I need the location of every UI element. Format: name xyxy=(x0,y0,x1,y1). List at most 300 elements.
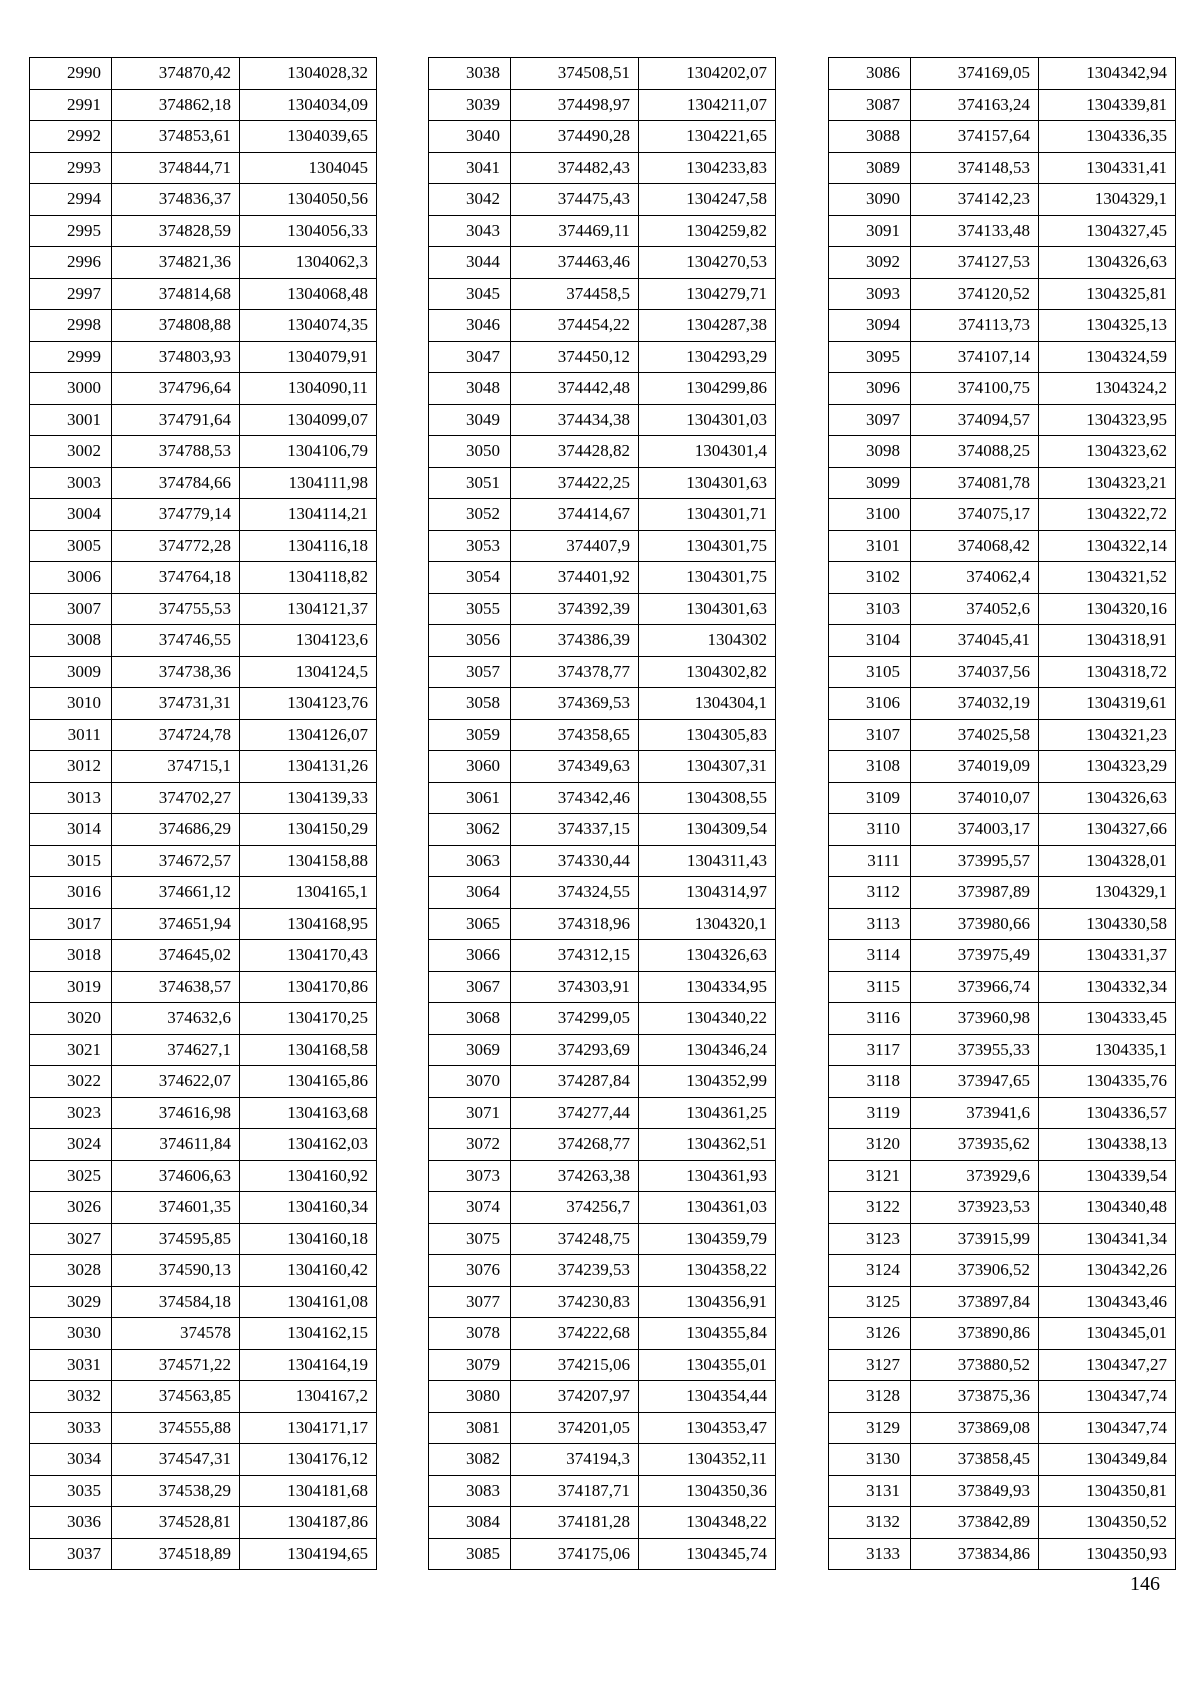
y-coordinate-cell: 1304335,1 xyxy=(1039,1034,1176,1066)
y-coordinate-cell: 1304331,41 xyxy=(1039,152,1176,184)
table-row xyxy=(30,247,377,279)
y-coordinate-cell: 1304170,86 xyxy=(240,971,377,1003)
x-coordinate-cell: 374215,06 xyxy=(511,1349,639,1381)
x-coordinate-cell: 374469,11 xyxy=(511,215,639,247)
table-row xyxy=(429,751,776,783)
y-coordinate-cell: 1304028,32 xyxy=(240,58,377,90)
table-row xyxy=(30,310,377,342)
point-number-cell: 3094 xyxy=(829,310,911,342)
x-coordinate-cell: 373880,52 xyxy=(911,1349,1039,1381)
point-number-cell: 3101 xyxy=(829,530,911,562)
x-coordinate-cell: 374563,85 xyxy=(112,1381,240,1413)
point-number-cell: 3054 xyxy=(429,562,511,594)
x-coordinate-cell: 374498,97 xyxy=(511,89,639,121)
point-number-cell: 3010 xyxy=(30,688,112,720)
table-row xyxy=(30,1255,377,1287)
x-coordinate-cell: 374045,41 xyxy=(911,625,1039,657)
y-coordinate-cell: 1304187,86 xyxy=(240,1507,377,1539)
point-number-cell: 3012 xyxy=(30,751,112,783)
y-coordinate-cell: 1304326,63 xyxy=(1039,247,1176,279)
table-row xyxy=(429,1097,776,1129)
x-coordinate-cell: 374645,02 xyxy=(112,940,240,972)
x-coordinate-cell: 374454,22 xyxy=(511,310,639,342)
y-coordinate-cell: 1304324,59 xyxy=(1039,341,1176,373)
table-row xyxy=(30,971,377,1003)
point-number-cell: 3123 xyxy=(829,1223,911,1255)
x-coordinate-cell: 373980,66 xyxy=(911,908,1039,940)
y-coordinate-cell: 1304304,1 xyxy=(639,688,776,720)
x-coordinate-cell: 374142,23 xyxy=(911,184,1039,216)
table-row xyxy=(30,1097,377,1129)
point-number-cell: 3091 xyxy=(829,215,911,247)
x-coordinate-cell: 374442,48 xyxy=(511,373,639,405)
x-coordinate-cell: 374702,27 xyxy=(112,782,240,814)
y-coordinate-cell: 1304352,11 xyxy=(639,1444,776,1476)
y-coordinate-cell: 1304318,91 xyxy=(1039,625,1176,657)
point-number-cell: 3069 xyxy=(429,1034,511,1066)
x-coordinate-cell: 374422,25 xyxy=(511,467,639,499)
table-row xyxy=(829,1129,1176,1161)
y-coordinate-cell: 1304301,4 xyxy=(639,436,776,468)
point-number-cell: 3003 xyxy=(30,467,112,499)
point-number-cell: 3117 xyxy=(829,1034,911,1066)
point-number-cell: 2992 xyxy=(30,121,112,153)
table-row xyxy=(429,436,776,468)
table-row xyxy=(429,89,776,121)
point-number-cell: 3073 xyxy=(429,1160,511,1192)
point-number-cell: 3005 xyxy=(30,530,112,562)
x-coordinate-cell: 374796,64 xyxy=(112,373,240,405)
y-coordinate-cell: 1304126,07 xyxy=(240,719,377,751)
x-coordinate-cell: 373858,45 xyxy=(911,1444,1039,1476)
table-row xyxy=(30,1003,377,1035)
x-coordinate-cell: 373975,49 xyxy=(911,940,1039,972)
point-number-cell: 3111 xyxy=(829,845,911,877)
y-coordinate-cell: 1304345,74 xyxy=(639,1538,776,1570)
x-coordinate-cell: 374230,83 xyxy=(511,1286,639,1318)
y-coordinate-cell: 1304342,94 xyxy=(1039,58,1176,90)
y-coordinate-cell: 1304090,11 xyxy=(240,373,377,405)
y-coordinate-cell: 1304320,16 xyxy=(1039,593,1176,625)
x-coordinate-cell: 374032,19 xyxy=(911,688,1039,720)
y-coordinate-cell: 1304301,63 xyxy=(639,593,776,625)
x-coordinate-cell: 374490,28 xyxy=(511,121,639,153)
point-number-cell: 3027 xyxy=(30,1223,112,1255)
x-coordinate-cell: 374386,39 xyxy=(511,625,639,657)
point-number-cell: 3052 xyxy=(429,499,511,531)
point-number-cell: 3070 xyxy=(429,1066,511,1098)
x-coordinate-cell: 374330,44 xyxy=(511,845,639,877)
x-coordinate-cell: 374601,35 xyxy=(112,1192,240,1224)
table-row xyxy=(30,215,377,247)
y-coordinate-cell: 1304348,22 xyxy=(639,1507,776,1539)
table-row xyxy=(829,908,1176,940)
point-number-cell: 3088 xyxy=(829,121,911,153)
table-row xyxy=(429,688,776,720)
table-row xyxy=(30,89,377,121)
y-coordinate-cell: 1304221,65 xyxy=(639,121,776,153)
y-coordinate-cell: 1304168,95 xyxy=(240,908,377,940)
y-coordinate-cell: 1304124,5 xyxy=(240,656,377,688)
point-number-cell: 3104 xyxy=(829,625,911,657)
y-coordinate-cell: 1304320,1 xyxy=(639,908,776,940)
point-number-cell: 3133 xyxy=(829,1538,911,1570)
x-coordinate-cell: 374052,6 xyxy=(911,593,1039,625)
table-row xyxy=(30,152,377,184)
x-coordinate-cell: 374401,92 xyxy=(511,562,639,594)
x-coordinate-cell: 373929,6 xyxy=(911,1160,1039,1192)
x-coordinate-cell: 374299,05 xyxy=(511,1003,639,1035)
table-row xyxy=(429,530,776,562)
y-coordinate-cell: 1304302 xyxy=(639,625,776,657)
point-number-cell: 3033 xyxy=(30,1412,112,1444)
x-coordinate-cell: 373834,86 xyxy=(911,1538,1039,1570)
point-number-cell: 3130 xyxy=(829,1444,911,1476)
y-coordinate-cell: 1304301,63 xyxy=(639,467,776,499)
table-row xyxy=(829,1192,1176,1224)
x-coordinate-cell: 374324,55 xyxy=(511,877,639,909)
point-number-cell: 3021 xyxy=(30,1034,112,1066)
y-coordinate-cell: 1304074,35 xyxy=(240,310,377,342)
y-coordinate-cell: 1304347,74 xyxy=(1039,1412,1176,1444)
x-coordinate-cell: 373906,52 xyxy=(911,1255,1039,1287)
table-row xyxy=(30,184,377,216)
table-row xyxy=(829,940,1176,972)
point-number-cell: 3080 xyxy=(429,1381,511,1413)
x-coordinate-cell: 373842,89 xyxy=(911,1507,1039,1539)
x-coordinate-cell: 374808,88 xyxy=(112,310,240,342)
x-coordinate-cell: 374616,98 xyxy=(112,1097,240,1129)
table-row xyxy=(30,1066,377,1098)
table-row xyxy=(829,1097,1176,1129)
x-coordinate-cell: 374263,38 xyxy=(511,1160,639,1192)
x-coordinate-cell: 374342,46 xyxy=(511,782,639,814)
y-coordinate-cell: 1304270,53 xyxy=(639,247,776,279)
point-number-cell: 3040 xyxy=(429,121,511,153)
point-number-cell: 3046 xyxy=(429,310,511,342)
y-coordinate-cell: 1304164,19 xyxy=(240,1349,377,1381)
x-coordinate-cell: 374661,12 xyxy=(112,877,240,909)
table-row xyxy=(829,1066,1176,1098)
point-number-cell: 3041 xyxy=(429,152,511,184)
table-row xyxy=(829,373,1176,405)
x-coordinate-cell: 374791,64 xyxy=(112,404,240,436)
x-coordinate-cell: 373849,93 xyxy=(911,1475,1039,1507)
table-row xyxy=(30,908,377,940)
x-coordinate-cell: 374828,59 xyxy=(112,215,240,247)
x-coordinate-cell: 374062,4 xyxy=(911,562,1039,594)
x-coordinate-cell: 374803,93 xyxy=(112,341,240,373)
y-coordinate-cell: 1304106,79 xyxy=(240,436,377,468)
table-row xyxy=(829,530,1176,562)
point-number-cell: 3035 xyxy=(30,1475,112,1507)
point-number-cell: 3009 xyxy=(30,656,112,688)
point-number-cell: 3131 xyxy=(829,1475,911,1507)
y-coordinate-cell: 1304358,22 xyxy=(639,1255,776,1287)
table-row xyxy=(429,814,776,846)
point-number-cell: 3004 xyxy=(30,499,112,531)
y-coordinate-cell: 1304176,12 xyxy=(240,1444,377,1476)
x-coordinate-cell: 374555,88 xyxy=(112,1412,240,1444)
x-coordinate-cell: 374772,28 xyxy=(112,530,240,562)
table-row xyxy=(829,845,1176,877)
point-number-cell: 3056 xyxy=(429,625,511,657)
point-number-cell: 3002 xyxy=(30,436,112,468)
point-number-cell: 3074 xyxy=(429,1192,511,1224)
x-coordinate-cell: 374378,77 xyxy=(511,656,639,688)
point-number-cell: 3105 xyxy=(829,656,911,688)
x-coordinate-cell: 374287,84 xyxy=(511,1066,639,1098)
point-number-cell: 3124 xyxy=(829,1255,911,1287)
point-number-cell: 3090 xyxy=(829,184,911,216)
x-coordinate-cell: 373960,98 xyxy=(911,1003,1039,1035)
table-row xyxy=(829,247,1176,279)
table-row xyxy=(429,1412,776,1444)
x-coordinate-cell: 374611,84 xyxy=(112,1129,240,1161)
x-coordinate-cell: 374538,29 xyxy=(112,1475,240,1507)
point-number-cell: 3018 xyxy=(30,940,112,972)
x-coordinate-cell: 374463,46 xyxy=(511,247,639,279)
table-row xyxy=(30,1286,377,1318)
point-number-cell: 3043 xyxy=(429,215,511,247)
point-number-cell: 3096 xyxy=(829,373,911,405)
point-number-cell: 3106 xyxy=(829,688,911,720)
y-coordinate-cell: 1304293,29 xyxy=(639,341,776,373)
y-coordinate-cell: 1304162,03 xyxy=(240,1129,377,1161)
table-row xyxy=(829,625,1176,657)
x-coordinate-cell: 374764,18 xyxy=(112,562,240,594)
table-row xyxy=(429,1192,776,1224)
x-coordinate-cell: 374025,58 xyxy=(911,719,1039,751)
table-row xyxy=(829,1286,1176,1318)
table-row xyxy=(429,310,776,342)
point-number-cell: 3034 xyxy=(30,1444,112,1476)
y-coordinate-cell: 1304139,33 xyxy=(240,782,377,814)
point-number-cell: 3079 xyxy=(429,1349,511,1381)
x-coordinate-cell: 374201,05 xyxy=(511,1412,639,1444)
table-row xyxy=(30,1475,377,1507)
table-row xyxy=(829,593,1176,625)
y-coordinate-cell: 1304301,71 xyxy=(639,499,776,531)
table-row xyxy=(829,1034,1176,1066)
point-number-cell: 3129 xyxy=(829,1412,911,1444)
table-row xyxy=(30,782,377,814)
table-row xyxy=(829,1349,1176,1381)
point-number-cell: 3024 xyxy=(30,1129,112,1161)
point-number-cell: 3078 xyxy=(429,1318,511,1350)
point-number-cell: 3049 xyxy=(429,404,511,436)
x-coordinate-cell: 374715,1 xyxy=(112,751,240,783)
x-coordinate-cell: 374194,3 xyxy=(511,1444,639,1476)
y-coordinate-cell: 1304336,57 xyxy=(1039,1097,1176,1129)
point-number-cell: 3037 xyxy=(30,1538,112,1570)
y-coordinate-cell: 1304068,48 xyxy=(240,278,377,310)
table-row xyxy=(30,1160,377,1192)
table-row xyxy=(429,1318,776,1350)
table-row xyxy=(429,1507,776,1539)
x-coordinate-cell: 374450,12 xyxy=(511,341,639,373)
table-row xyxy=(429,1255,776,1287)
y-coordinate-cell: 1304326,63 xyxy=(639,940,776,972)
point-number-cell: 3032 xyxy=(30,1381,112,1413)
y-coordinate-cell: 1304170,25 xyxy=(240,1003,377,1035)
y-coordinate-cell: 1304170,43 xyxy=(240,940,377,972)
point-number-cell: 3095 xyxy=(829,341,911,373)
y-coordinate-cell: 1304343,46 xyxy=(1039,1286,1176,1318)
y-coordinate-cell: 1304160,92 xyxy=(240,1160,377,1192)
x-coordinate-cell: 374277,44 xyxy=(511,1097,639,1129)
point-number-cell: 3082 xyxy=(429,1444,511,1476)
x-coordinate-cell: 374256,7 xyxy=(511,1192,639,1224)
y-coordinate-cell: 1304331,37 xyxy=(1039,940,1176,972)
x-coordinate-cell: 374207,97 xyxy=(511,1381,639,1413)
x-coordinate-cell: 374068,42 xyxy=(911,530,1039,562)
point-number-cell: 3058 xyxy=(429,688,511,720)
point-number-cell: 3072 xyxy=(429,1129,511,1161)
y-coordinate-cell: 1304050,56 xyxy=(240,184,377,216)
x-coordinate-cell: 373915,99 xyxy=(911,1223,1039,1255)
table-row xyxy=(429,877,776,909)
table-row xyxy=(429,499,776,531)
table-row xyxy=(829,719,1176,751)
table-row xyxy=(30,845,377,877)
table-row xyxy=(30,1381,377,1413)
y-coordinate-cell: 1304355,01 xyxy=(639,1349,776,1381)
table-row xyxy=(829,1475,1176,1507)
x-coordinate-cell: 373966,74 xyxy=(911,971,1039,1003)
y-coordinate-cell: 1304194,65 xyxy=(240,1538,377,1570)
point-number-cell: 3068 xyxy=(429,1003,511,1035)
y-coordinate-cell: 1304335,76 xyxy=(1039,1066,1176,1098)
table-row xyxy=(30,530,377,562)
table-row xyxy=(30,1034,377,1066)
point-number-cell: 3120 xyxy=(829,1129,911,1161)
table-row xyxy=(429,908,776,940)
point-number-cell: 3122 xyxy=(829,1192,911,1224)
point-number-cell: 3013 xyxy=(30,782,112,814)
y-coordinate-cell: 1304307,31 xyxy=(639,751,776,783)
y-coordinate-cell: 1304121,37 xyxy=(240,593,377,625)
x-coordinate-cell: 374392,39 xyxy=(511,593,639,625)
x-coordinate-cell: 374638,57 xyxy=(112,971,240,1003)
point-number-cell: 3121 xyxy=(829,1160,911,1192)
point-number-cell: 3103 xyxy=(829,593,911,625)
point-number-cell: 3039 xyxy=(429,89,511,121)
x-coordinate-cell: 374358,65 xyxy=(511,719,639,751)
point-number-cell: 3119 xyxy=(829,1097,911,1129)
table-row xyxy=(30,562,377,594)
table-row xyxy=(429,373,776,405)
table-row xyxy=(829,152,1176,184)
x-coordinate-cell: 374434,38 xyxy=(511,404,639,436)
x-coordinate-cell: 374037,56 xyxy=(911,656,1039,688)
x-coordinate-cell: 374100,75 xyxy=(911,373,1039,405)
x-coordinate-cell: 374686,29 xyxy=(112,814,240,846)
x-coordinate-cell: 374606,63 xyxy=(112,1160,240,1192)
table-row xyxy=(829,1255,1176,1287)
y-coordinate-cell: 1304079,91 xyxy=(240,341,377,373)
y-coordinate-cell: 1304116,18 xyxy=(240,530,377,562)
y-coordinate-cell: 1304160,18 xyxy=(240,1223,377,1255)
point-number-cell: 3050 xyxy=(429,436,511,468)
x-coordinate-cell: 374821,36 xyxy=(112,247,240,279)
y-coordinate-cell: 1304362,51 xyxy=(639,1129,776,1161)
x-coordinate-cell: 374578 xyxy=(112,1318,240,1350)
table-row xyxy=(30,656,377,688)
y-coordinate-cell: 1304336,35 xyxy=(1039,121,1176,153)
table-row xyxy=(30,1192,377,1224)
y-coordinate-cell: 1304131,26 xyxy=(240,751,377,783)
y-coordinate-cell: 1304349,84 xyxy=(1039,1444,1176,1476)
point-number-cell: 3097 xyxy=(829,404,911,436)
table-row xyxy=(829,310,1176,342)
point-number-cell: 3025 xyxy=(30,1160,112,1192)
point-number-cell: 3110 xyxy=(829,814,911,846)
table-row xyxy=(30,1318,377,1350)
x-coordinate-cell: 374010,07 xyxy=(911,782,1039,814)
y-coordinate-cell: 1304123,6 xyxy=(240,625,377,657)
point-number-cell: 3017 xyxy=(30,908,112,940)
y-coordinate-cell: 1304158,88 xyxy=(240,845,377,877)
y-coordinate-cell: 1304340,48 xyxy=(1039,1192,1176,1224)
table-row xyxy=(30,719,377,751)
y-coordinate-cell: 1304342,26 xyxy=(1039,1255,1176,1287)
table-row xyxy=(30,751,377,783)
x-coordinate-cell: 374169,05 xyxy=(911,58,1039,90)
y-coordinate-cell: 1304329,1 xyxy=(1039,877,1176,909)
table-row xyxy=(30,404,377,436)
table-row xyxy=(829,782,1176,814)
point-number-cell: 3132 xyxy=(829,1507,911,1539)
x-coordinate-cell: 374458,5 xyxy=(511,278,639,310)
point-number-cell: 3126 xyxy=(829,1318,911,1350)
x-coordinate-cell: 374003,17 xyxy=(911,814,1039,846)
x-coordinate-cell: 373923,53 xyxy=(911,1192,1039,1224)
y-coordinate-cell: 1304339,81 xyxy=(1039,89,1176,121)
y-coordinate-cell: 1304301,03 xyxy=(639,404,776,436)
point-number-cell: 2999 xyxy=(30,341,112,373)
x-coordinate-cell: 373897,84 xyxy=(911,1286,1039,1318)
table-row xyxy=(429,215,776,247)
point-number-cell: 3093 xyxy=(829,278,911,310)
point-number-cell: 3063 xyxy=(429,845,511,877)
y-coordinate-cell: 1304350,36 xyxy=(639,1475,776,1507)
y-coordinate-cell: 1304333,45 xyxy=(1039,1003,1176,1035)
table-row xyxy=(30,625,377,657)
y-coordinate-cell: 1304111,98 xyxy=(240,467,377,499)
y-coordinate-cell: 1304034,09 xyxy=(240,89,377,121)
y-coordinate-cell: 1304334,95 xyxy=(639,971,776,1003)
y-coordinate-cell: 1304318,72 xyxy=(1039,656,1176,688)
x-coordinate-cell: 374622,07 xyxy=(112,1066,240,1098)
y-coordinate-cell: 1304233,83 xyxy=(639,152,776,184)
y-coordinate-cell: 1304350,81 xyxy=(1039,1475,1176,1507)
x-coordinate-cell: 374870,42 xyxy=(112,58,240,90)
table-row xyxy=(429,1286,776,1318)
point-number-cell: 3062 xyxy=(429,814,511,846)
point-number-cell: 3116 xyxy=(829,1003,911,1035)
x-coordinate-cell: 374248,75 xyxy=(511,1223,639,1255)
y-coordinate-cell: 1304347,74 xyxy=(1039,1381,1176,1413)
x-coordinate-cell: 374187,71 xyxy=(511,1475,639,1507)
table-row xyxy=(429,152,776,184)
point-number-cell: 3026 xyxy=(30,1192,112,1224)
point-number-cell: 3042 xyxy=(429,184,511,216)
table-row xyxy=(30,1507,377,1539)
table-row xyxy=(829,467,1176,499)
point-number-cell: 2997 xyxy=(30,278,112,310)
y-coordinate-cell: 1304161,08 xyxy=(240,1286,377,1318)
